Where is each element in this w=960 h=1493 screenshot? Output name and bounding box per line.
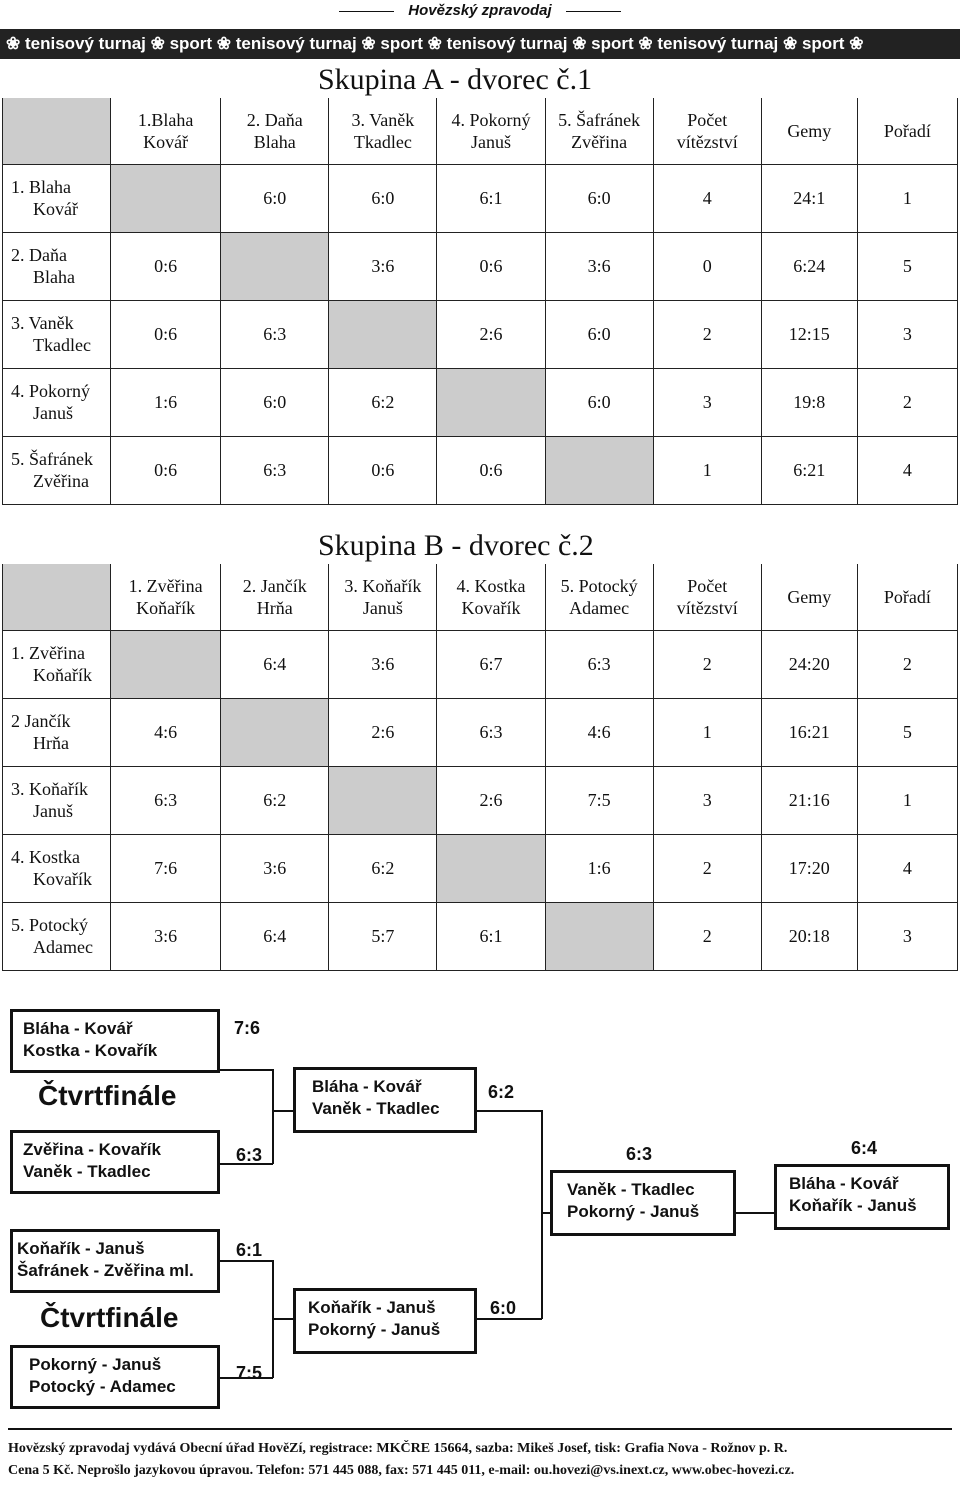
group-a-table-row [3, 232, 958, 300]
group-b-col-header [761, 564, 857, 630]
sf2-team-2: Pokorný - Januš [308, 1320, 441, 1339]
group-b-col-header [329, 564, 437, 630]
qf3-team-1: Koňařík - Januš [17, 1239, 145, 1258]
group-a-row-player-2: Zvěřina [33, 471, 89, 491]
group-a-col-header [221, 98, 329, 164]
group-a-col-header-line2: Tkadlec [353, 131, 412, 152]
group-b-col-header [857, 564, 957, 630]
group-a-col-header-line1: Počet [687, 109, 728, 130]
group-a-result-cell: 4 [857, 436, 957, 504]
group-a-result-cell: 4 [653, 164, 761, 232]
group-a-row-player [3, 368, 111, 436]
group-a-result-cell: 19:8 [761, 368, 857, 436]
group-b-row-player-1: 2 Jančík [11, 711, 71, 731]
group-a-result-cell: 0:6 [437, 232, 545, 300]
group-b-col-header [111, 564, 221, 630]
sf2-team-1: Koňařík - Januš [308, 1298, 436, 1317]
group-b-row-player-1: 3. Koňařík [11, 779, 88, 799]
group-b-result-cell: 7:5 [545, 766, 653, 834]
group-b-col-header-line1: 3. Koňařík [344, 575, 422, 596]
group-b-col-header-line1: 1. Zvěřina [128, 575, 203, 596]
qf1-box [10, 1009, 220, 1073]
group-b-result-cell: 6:2 [329, 834, 437, 902]
qf3-team-2: Šafránek - Zvěřina ml. [17, 1261, 194, 1280]
group-a-table-row [3, 436, 958, 504]
group-b-result-cell: 24:20 [761, 630, 857, 698]
group-a-row-player-1: 1. Blaha [11, 177, 71, 197]
group-a-result-cell: 6:0 [329, 164, 437, 232]
group-b-result-cell: 6:2 [221, 766, 329, 834]
group-b-row-player [3, 834, 111, 902]
group-b-col-header-line1: 4. Kostka [456, 575, 526, 596]
group-a-row-player [3, 300, 111, 368]
group-b-result-cell: 7:6 [111, 834, 221, 902]
section-banner [0, 29, 960, 59]
group-b-col-header-line2: Hrňa [256, 597, 293, 618]
group-a-result-cell: 3 [653, 368, 761, 436]
qf2-team-2: Vaněk - Tkadlec [23, 1162, 151, 1181]
group-a-col-header [653, 98, 761, 164]
sf1-box [293, 1067, 477, 1133]
group-b-row-player [3, 902, 111, 970]
qf2-score: 6:3 [236, 1145, 263, 1165]
imprint-footer [0, 1438, 960, 1482]
group-b-result-cell: 2:6 [437, 766, 545, 834]
qf4-team-2: Potocký - Adamec [29, 1377, 176, 1396]
group-b-result-cell: 21:16 [761, 766, 857, 834]
imprint-line-2: Cena 5 Kč. Neprošlo jazykovou úpravou. Telefon: 571 445 088, fax: 571 445 011, e-mail: ou.hovezi@vs.inext.cz, www.obec-hovezi.cz. [8, 1463, 795, 1478]
group-b-result-cell: 3 [857, 902, 957, 970]
group-a-result-cell: 2:6 [437, 300, 545, 368]
group-b-col-header-line2: Adamec [569, 597, 630, 618]
group-b-result-cell: 2 [653, 630, 761, 698]
group-a-row-player [3, 232, 111, 300]
group-b-result-cell: 16:21 [761, 698, 857, 766]
group-b-table-row [3, 902, 958, 970]
footer-divider [8, 1428, 952, 1430]
group-b-result-cell: 2:6 [329, 698, 437, 766]
sf2-box [293, 1288, 477, 1354]
group-b-table-row [3, 698, 958, 766]
group-a-result-cell: 6:0 [221, 164, 329, 232]
group-a-result-cell: 1 [857, 164, 957, 232]
group-b-title: Skupina B - dvorec č.2 [318, 529, 594, 562]
group-b-row-player-2: Koňařík [33, 665, 92, 685]
qf3-box [10, 1229, 220, 1293]
group-a-row-player [3, 164, 111, 232]
group-a-result-cell: 3:6 [545, 232, 653, 300]
final-team-1: Bláha - Kovář [789, 1174, 899, 1193]
final-score: 6:4 [851, 1138, 878, 1158]
group-a-result-cell: 6:0 [545, 300, 653, 368]
group-b-row-player [3, 698, 111, 766]
group-b-result-cell [111, 630, 221, 698]
group-b-row-player-2: Januš [33, 801, 73, 821]
qf1-team-2: Kostka - Kovařík [23, 1041, 158, 1060]
group-b-result-cell: 2 [857, 630, 957, 698]
group-b-result-cell: 3:6 [221, 834, 329, 902]
group-b-result-cell [437, 834, 545, 902]
group-b-result-cell [221, 698, 329, 766]
qf3-score: 6:1 [236, 1240, 263, 1260]
group-b-col-header-line2: vítězství [676, 597, 738, 618]
group-b-result-cell [545, 902, 653, 970]
group-a-result-cell: 2 [857, 368, 957, 436]
group-b-corner-cell [3, 564, 111, 630]
group-b-result-cell: 6:3 [545, 630, 653, 698]
group-a-col-header-line2: Januš [470, 131, 511, 152]
qf2-team-1: Zvěřina - Kovařík [23, 1140, 161, 1159]
group-a-row-player-2: Blaha [33, 267, 75, 287]
group-b-result-cell: 2 [653, 902, 761, 970]
qf1-score: 7:6 [234, 1018, 261, 1038]
group-a-result-cell: 6:0 [221, 368, 329, 436]
group-a-col-header-line1: Pořadí [883, 120, 931, 141]
group-a-col-header [857, 98, 957, 164]
newsletter-header [0, 0, 960, 22]
group-a-col-header-line2: Blaha [253, 131, 296, 152]
group-a-table-row [3, 368, 958, 436]
group-b-row-player-1: 4. Kostka [11, 847, 80, 867]
group-b-result-cell: 4:6 [545, 698, 653, 766]
group-a-result-cell: 0:6 [437, 436, 545, 504]
group-a-row-player-1: 3. Vaněk [11, 313, 74, 333]
qf2-box [10, 1130, 220, 1194]
group-b-result-cell: 6:3 [111, 766, 221, 834]
group-b-col-header [437, 564, 545, 630]
group-b-result-cell: 2 [653, 834, 761, 902]
group-a-row-player-2: Kovář [33, 199, 78, 219]
group-a-row-player [3, 436, 111, 504]
group-a-result-cell: 2 [653, 300, 761, 368]
group-a-table-row [3, 300, 958, 368]
third-place-box [550, 1170, 736, 1236]
group-b-result-cell: 17:20 [761, 834, 857, 902]
group-a-col-header [111, 98, 221, 164]
group-a-col-header [545, 98, 653, 164]
group-a-result-cell: 0:6 [111, 300, 221, 368]
qf4-team-1: Pokorný - Januš [29, 1355, 162, 1374]
group-a-col-header-line1: 2. Daňa [246, 109, 303, 130]
group-b-result-cell: 3:6 [111, 902, 221, 970]
final-team-2: Koňařík - Januš [789, 1196, 917, 1215]
group-b-result-cell: 6:7 [437, 630, 545, 698]
group-b-table-row [3, 834, 958, 902]
group-b-result-cell: 5 [857, 698, 957, 766]
group-a-result-cell: 1 [653, 436, 761, 504]
group-a-table [2, 98, 958, 505]
group-a-result-cell: 6:24 [761, 232, 857, 300]
group-a-result-cell: 5 [857, 232, 957, 300]
sf1-team-1: Bláha - Kovář [312, 1077, 422, 1096]
group-a-result-cell: 0:6 [111, 436, 221, 504]
group-a-result-cell: 24:1 [761, 164, 857, 232]
group-a-result-cell: 6:1 [437, 164, 545, 232]
group-a-result-cell [545, 436, 653, 504]
group-b-col-header-line1: Pořadí [883, 586, 931, 607]
group-a-result-cell: 0:6 [111, 232, 221, 300]
group-a-table-row [3, 164, 958, 232]
group-a-row-player-1: 4. Pokorný [11, 381, 91, 401]
group-b-col-header-line1: 5. Potocký [560, 575, 638, 596]
group-b-col-header-line2: Koňařík [136, 597, 196, 618]
qf4-score: 7:5 [236, 1363, 263, 1383]
group-a-col-header-line2: Zvěřina [571, 131, 628, 152]
group-a-row-player-1: 5. Šafránek [11, 449, 93, 469]
group-b-result-cell [329, 766, 437, 834]
group-b-table-row [3, 766, 958, 834]
group-b-row-player [3, 630, 111, 698]
group-b-col-header-line2: Kovařík [461, 597, 521, 618]
third-team-1: Vaněk - Tkadlec [567, 1180, 695, 1199]
sf2-score: 6:0 [490, 1298, 517, 1318]
group-a-col-header-line1: 3. Vaněk [351, 109, 415, 130]
sf1-team-2: Vaněk - Tkadlec [312, 1099, 440, 1118]
group-a-result-cell: 6:2 [329, 368, 437, 436]
group-b-result-cell: 3:6 [329, 630, 437, 698]
group-b-result-cell: 6:3 [437, 698, 545, 766]
group-b-table [2, 564, 958, 971]
group-a-result-cell: 6:0 [545, 368, 653, 436]
final-box [774, 1164, 950, 1230]
group-a-result-cell: 6:0 [545, 164, 653, 232]
group-b-result-cell: 1 [857, 766, 957, 834]
group-a-result-cell [111, 164, 221, 232]
group-b-result-cell: 20:18 [761, 902, 857, 970]
group-b-result-cell: 6:4 [221, 630, 329, 698]
qf1-team-1: Bláha - Kovář [23, 1019, 133, 1038]
sf1-score: 6:2 [488, 1082, 515, 1102]
group-a-result-cell [437, 368, 545, 436]
third-team-2: Pokorný - Januš [567, 1202, 700, 1221]
group-b-col-header-line1: Počet [687, 575, 728, 596]
group-a-result-cell: 0:6 [329, 436, 437, 504]
group-b-row-player-2: Hrňa [33, 733, 69, 753]
group-a-col-header-line2: Kovář [143, 131, 189, 152]
group-b-col-header-line1: 2. Jančík [242, 575, 307, 596]
group-a-title: Skupina A - dvorec č.1 [318, 63, 593, 96]
group-b-col-header [545, 564, 653, 630]
group-a-row-player-1: 2. Daňa [11, 245, 67, 265]
group-a-col-header-line1: 4. Pokorný [451, 109, 531, 130]
group-a-col-header-line1: 1.Blaha [137, 109, 194, 130]
banner-text: ❀ tenisový turnaj ❀ sport ❀ tenisový turnaj ❀ sport ❀ tenisový turnaj ❀ sport ❀ tenisový turnaj ❀ sport ❀ [6, 34, 864, 53]
group-a-result-cell [221, 232, 329, 300]
third-place-score: 6:3 [626, 1144, 653, 1164]
group-b-result-cell: 1:6 [545, 834, 653, 902]
group-a-result-cell [329, 300, 437, 368]
group-b-result-cell: 3 [653, 766, 761, 834]
group-a-result-cell: 1:6 [111, 368, 221, 436]
group-a-result-cell: 3 [857, 300, 957, 368]
imprint-line-1: Hovězský zpravodaj vydává Obecní úřad HověZí, registrace: MKČRE 15664, sazba: Mikeš Josef, tisk: Grafia Nova - Rožnov p. R. [8, 1441, 788, 1456]
group-a-result-cell: 6:21 [761, 436, 857, 504]
group-a-col-header [437, 98, 545, 164]
group-b-result-cell: 6:4 [221, 902, 329, 970]
group-b-col-header [653, 564, 761, 630]
group-a-result-cell: 3:6 [329, 232, 437, 300]
group-b-table-row [3, 630, 958, 698]
group-a-row-player-2: Tkadlec [33, 335, 91, 355]
group-a-result-cell: 0 [653, 232, 761, 300]
group-a-corner-cell [3, 98, 111, 164]
group-b-result-cell: 4 [857, 834, 957, 902]
group-a-col-header-line1: 5. Šafránek [558, 109, 641, 130]
group-a-col-header-line2: vítězství [676, 131, 738, 152]
group-b-col-header-line2: Januš [362, 597, 403, 618]
group-a-result-cell: 6:3 [221, 436, 329, 504]
group-b-result-cell: 5:7 [329, 902, 437, 970]
group-b-result-cell: 6:1 [437, 902, 545, 970]
group-a-col-header [761, 98, 857, 164]
group-b-result-cell: 4:6 [111, 698, 221, 766]
group-b-row-player-2: Kovařík [33, 869, 92, 889]
group-b-result-cell: 1 [653, 698, 761, 766]
group-b-row-player-1: 5. Potocký [11, 915, 89, 935]
group-b-col-header [221, 564, 329, 630]
group-b-row-player-2: Adamec [33, 937, 93, 957]
quarterfinal-label-2: Čtvrtfinále [40, 1302, 179, 1333]
group-a-col-header [329, 98, 437, 164]
group-a-row-player-2: Januš [33, 403, 73, 423]
quarterfinal-label-1: Čtvrtfinále [38, 1080, 177, 1111]
group-b-col-header-line1: Gemy [787, 586, 832, 607]
group-b-row-player-1: 1. Zvěřina [11, 643, 85, 663]
newsletter-title: Hovězský zpravodaj [408, 2, 552, 19]
qf4-box [10, 1345, 220, 1409]
group-a-result-cell: 6:3 [221, 300, 329, 368]
group-a-result-cell: 12:15 [761, 300, 857, 368]
group-b-row-player [3, 766, 111, 834]
group-a-col-header-line1: Gemy [787, 120, 832, 141]
